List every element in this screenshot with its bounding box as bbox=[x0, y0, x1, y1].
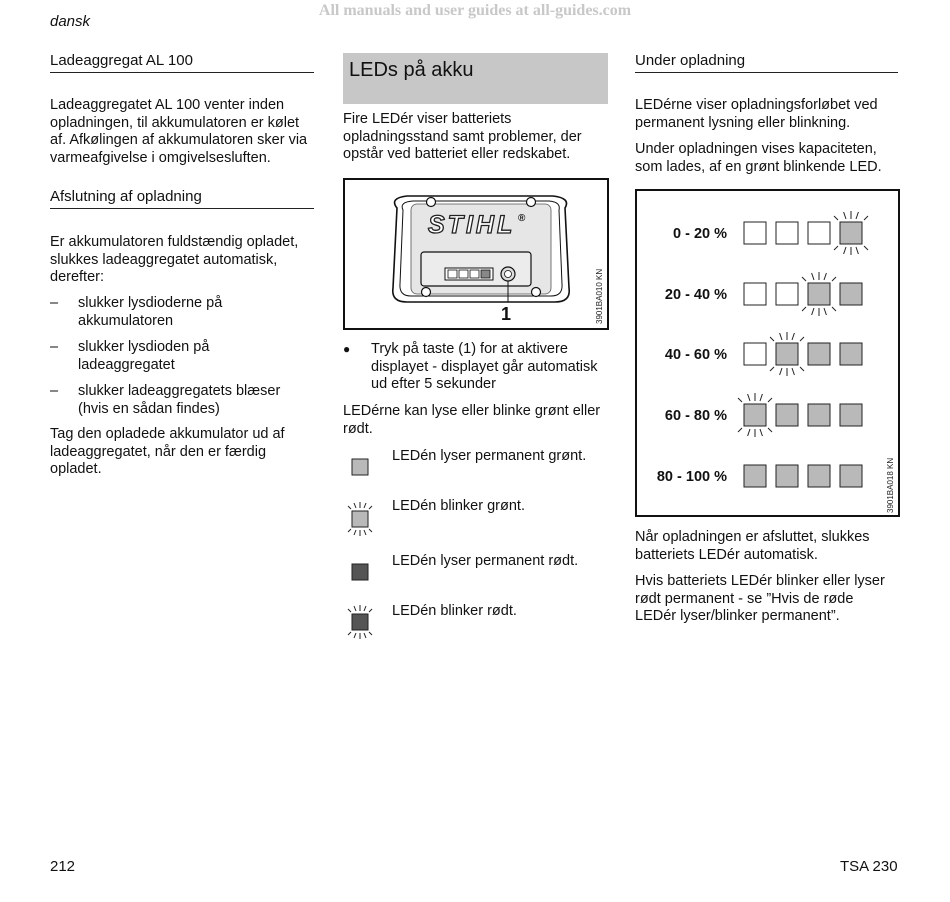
text-line: Når opladningen er afsluttet, slukkes bbox=[635, 529, 870, 545]
text-line: Ladeaggregatet AL 100 venter inden bbox=[50, 97, 285, 113]
text-line: Hvis batteriets LEDér blinker eller lyser bbox=[635, 573, 885, 589]
led-lit bbox=[840, 222, 862, 244]
battery-illustration bbox=[345, 180, 607, 328]
led-lit bbox=[840, 283, 862, 305]
led-lit bbox=[808, 343, 830, 365]
list-item bbox=[50, 382, 330, 422]
text-line: slukkes ladeaggregatet automatisk, bbox=[50, 251, 278, 268]
led-lit bbox=[776, 343, 798, 365]
registered-mark: ® bbox=[518, 213, 526, 224]
capacity-figure bbox=[635, 189, 900, 517]
percent-label: 20 - 40 % bbox=[664, 287, 727, 303]
section-title: LEDs på akku bbox=[349, 59, 474, 81]
text-line: LEDérne viser opladningsforløbet ved bbox=[635, 97, 878, 113]
callout-number: 1 bbox=[501, 304, 512, 324]
text-line: slukker lysdioden på bbox=[78, 339, 210, 355]
list-item bbox=[50, 294, 330, 334]
heading-charger: Ladeaggregat AL 100 bbox=[50, 52, 314, 73]
text-line: LEDér lyser/blinker permanent”. bbox=[635, 608, 840, 624]
text-line: ladeaggregatet bbox=[78, 357, 175, 373]
text-line: displayet - displayet går automatisk bbox=[371, 358, 598, 375]
text-line: (hvis en sådan findes) bbox=[78, 401, 220, 417]
led-blink-green-icon bbox=[348, 502, 372, 536]
list-item-text bbox=[78, 382, 328, 418]
list-item-text bbox=[78, 294, 328, 330]
legend-icons bbox=[343, 446, 383, 646]
text-line: Fire LEDér viser batteriets bbox=[343, 111, 512, 127]
paragraph-fully-charged bbox=[50, 234, 325, 287]
text-line: opstår ved batteriet eller redskabet. bbox=[343, 146, 571, 162]
text-line: ud efter 5 sekunder bbox=[371, 376, 496, 392]
text-line: Tryk på taste (1) for at aktivere bbox=[371, 341, 568, 357]
text-line: batteriets LEDér automatisk. bbox=[635, 546, 818, 563]
bullet-dot: ● bbox=[343, 342, 351, 356]
text-line: ladeaggregatet, når den er færdig bbox=[50, 443, 267, 460]
paragraph-charger-wait bbox=[50, 97, 325, 167]
led-lit bbox=[808, 283, 830, 305]
percent-label: 0 - 20 % bbox=[673, 226, 727, 242]
led-off bbox=[776, 222, 798, 244]
percent-label: 60 - 80 % bbox=[664, 408, 727, 424]
led-off bbox=[808, 222, 830, 244]
led-legend bbox=[343, 446, 613, 646]
text-line: varmeafgivelse i omgivelsesluften. bbox=[50, 149, 271, 166]
text-line: Tag den opladede akkumulator ud af bbox=[50, 426, 285, 442]
bullet-text bbox=[371, 341, 616, 394]
figure-code: 3901BA018 KN bbox=[886, 457, 895, 513]
led-lit bbox=[808, 465, 830, 487]
paragraph-charging-progress bbox=[635, 97, 910, 132]
list-item bbox=[50, 338, 330, 378]
figure-code: 3901BA010 KN bbox=[595, 268, 604, 324]
page-number: 212 bbox=[50, 858, 76, 875]
percent-label: 80 - 100 % bbox=[656, 469, 727, 485]
text-line: LEDérne kan lyse eller blinke grønt eller bbox=[343, 403, 601, 419]
led-steady-red-icon bbox=[352, 564, 368, 580]
led-lit bbox=[776, 404, 798, 426]
led-lit bbox=[808, 404, 830, 426]
text-line: slukker ladeaggregatets blæser bbox=[78, 383, 281, 399]
bullet-item bbox=[343, 341, 613, 397]
text-line: opladningen, til akkumulatoren er kølet bbox=[50, 114, 300, 131]
paragraph-four-leds bbox=[343, 111, 613, 164]
stihl-logo: STIHL bbox=[428, 211, 516, 239]
paragraph-led-colors bbox=[343, 403, 618, 438]
paragraph-remove-battery bbox=[50, 426, 325, 479]
led-off bbox=[776, 283, 798, 305]
paragraph-capacity bbox=[635, 141, 910, 176]
text-line: opladningsstand samt problemer, der bbox=[343, 128, 582, 145]
paragraph-red-leds bbox=[635, 573, 910, 626]
text-line: akkumulatoren bbox=[78, 313, 174, 329]
model-name: TSA 230 bbox=[840, 858, 898, 875]
text-line: som lades, af en grønt blinkende LED. bbox=[635, 158, 882, 175]
text-line: derefter: bbox=[50, 269, 104, 285]
legend-blink-green: LEDén blinker grønt. bbox=[392, 498, 525, 514]
led-off bbox=[744, 222, 766, 244]
dash-bullet: – bbox=[50, 295, 59, 311]
section-title-box bbox=[343, 53, 608, 104]
led-blink-red-icon bbox=[348, 605, 372, 639]
led-off bbox=[744, 343, 766, 365]
text-line: Under opladningen vises kapaciteten, bbox=[635, 141, 877, 157]
legend-steady-green: LEDén lyser permanent grønt. bbox=[392, 448, 587, 464]
text-line: Er akkumulatoren fuldstændig opladet, bbox=[50, 234, 299, 250]
text-line: permanent lysning eller blinkning. bbox=[635, 114, 851, 131]
heading-end-charging: Afslutning af opladning bbox=[50, 188, 314, 209]
text-line: rødt. bbox=[343, 420, 373, 437]
led-lit bbox=[840, 465, 862, 487]
watermark: All manuals and user guides at all-guides.com bbox=[318, 2, 632, 19]
percent-label: 40 - 60 % bbox=[664, 347, 727, 363]
list-item-text bbox=[78, 338, 328, 374]
language-label: dansk bbox=[50, 13, 91, 30]
led-steady-green-icon bbox=[352, 459, 368, 475]
legend-blink-red: LEDén blinker rødt. bbox=[392, 603, 517, 619]
text-line: slukker lysdioderne på bbox=[78, 295, 223, 311]
battery-figure bbox=[343, 178, 609, 330]
text-line: af. Afkølingen af akkumulatoren sker via bbox=[50, 132, 308, 148]
led-lit bbox=[840, 343, 862, 365]
paragraph-charging-done bbox=[635, 529, 910, 564]
led-lit bbox=[840, 404, 862, 426]
text-line: rødt permanent - se ”Hvis de røde bbox=[635, 590, 854, 607]
led-lit bbox=[744, 465, 766, 487]
heading-during-charging: Under opladning bbox=[635, 52, 898, 73]
legend-steady-red: LEDén lyser permanent rødt. bbox=[392, 553, 579, 569]
led-lit bbox=[776, 465, 798, 487]
dash-bullet: – bbox=[50, 383, 59, 399]
led-lit bbox=[744, 404, 766, 426]
led-off bbox=[744, 283, 766, 305]
text-line: opladet. bbox=[50, 461, 102, 477]
dash-bullet: – bbox=[50, 339, 59, 355]
